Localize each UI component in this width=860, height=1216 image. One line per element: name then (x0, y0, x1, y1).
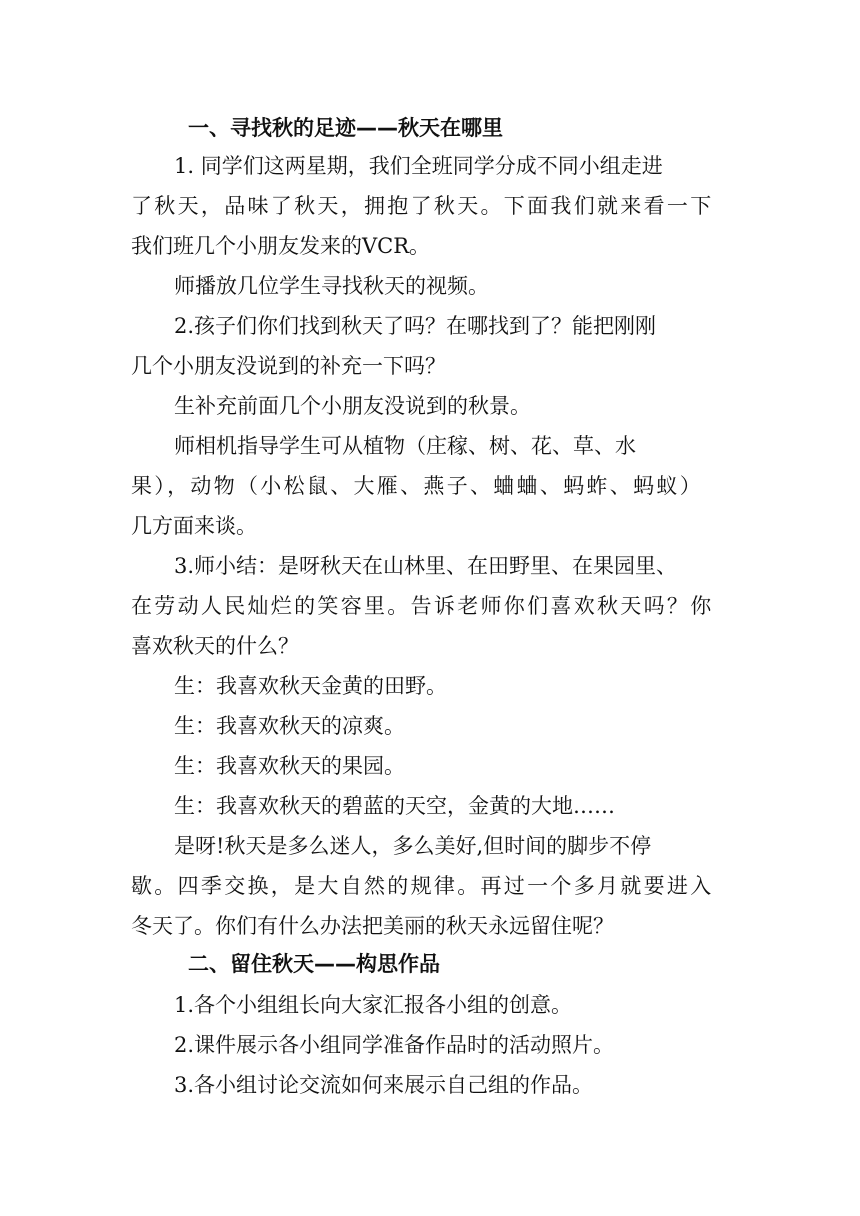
paragraph-line: 几方面来谈。 (131, 514, 257, 538)
paragraph-line: 师播放几位学生寻找秋天的视频。 (174, 274, 489, 298)
paragraph-line: 生：我喜欢秋天的凉爽。 (174, 714, 405, 738)
paragraph-line: 生：我喜欢秋天的果园。 (174, 754, 405, 778)
paragraph-line: 3.师小结：是呀秋天在山林里、在田野里、在果园里、 (174, 554, 678, 578)
paragraph-line: 冬天了。你们有什么办法把美丽的秋天永远留住呢？ (131, 914, 614, 938)
paragraph-line: 师相机指导学生可从植物（庄稼、树、花、草、水 (174, 434, 636, 458)
paragraph-line: 了秋天，品味了秋天，拥抱了秋天。下面我们就来看一下 (131, 194, 714, 218)
paragraph-line: 2.课件展示各小组同学准备作品时的活动照片。 (174, 1033, 615, 1057)
paragraph-line: 喜欢秋天的什么？ (131, 634, 299, 658)
paragraph-line: 生：我喜欢秋天金黄的田野。 (174, 674, 447, 698)
paragraph-line: 3.各小组讨论交流如何来展示自己组的作品。 (174, 1073, 594, 1097)
paragraph-line: 在劳动人民灿烂的笑容里。告诉老师你们喜欢秋天吗？你 (131, 594, 714, 618)
paragraph-line: 生：我喜欢秋天的碧蓝的天空，金黄的大地…… (174, 794, 615, 818)
paragraph-line: 几个小朋友没说到的补充一下吗？ (131, 354, 446, 378)
paragraph-line: 2.孩子们你们找到秋天了吗？在哪找到了？能把刚刚 (174, 314, 657, 338)
paragraph-line: 歇。四季交换，是大自然的规律。再过一个多月就要进入 (131, 874, 714, 898)
paragraph-line: 果），动物（小松鼠、大雁、燕子、蛐蛐、蚂蚱、蚂蚁） (131, 474, 703, 498)
paragraph-line: 我们班几个小朋友发来的VCR。 (131, 234, 431, 258)
paragraph-line: 生补充前面几个小朋友没说到的秋景。 (174, 394, 531, 418)
section-heading-1: 一、寻找秋的足迹——秋天在哪里 (188, 116, 503, 140)
section-heading-2: 二、留住秋天——构思作品 (188, 952, 440, 976)
paragraph-line: 是呀!秋天是多么迷人，多么美好,但时间的脚步不停 (174, 834, 652, 858)
paragraph-line: 1.各个小组组长向大家汇报各小组的创意。 (174, 993, 573, 1017)
paragraph-line: 1. 同学们这两星期，我们全班同学分成不同小组走进 (174, 154, 663, 178)
